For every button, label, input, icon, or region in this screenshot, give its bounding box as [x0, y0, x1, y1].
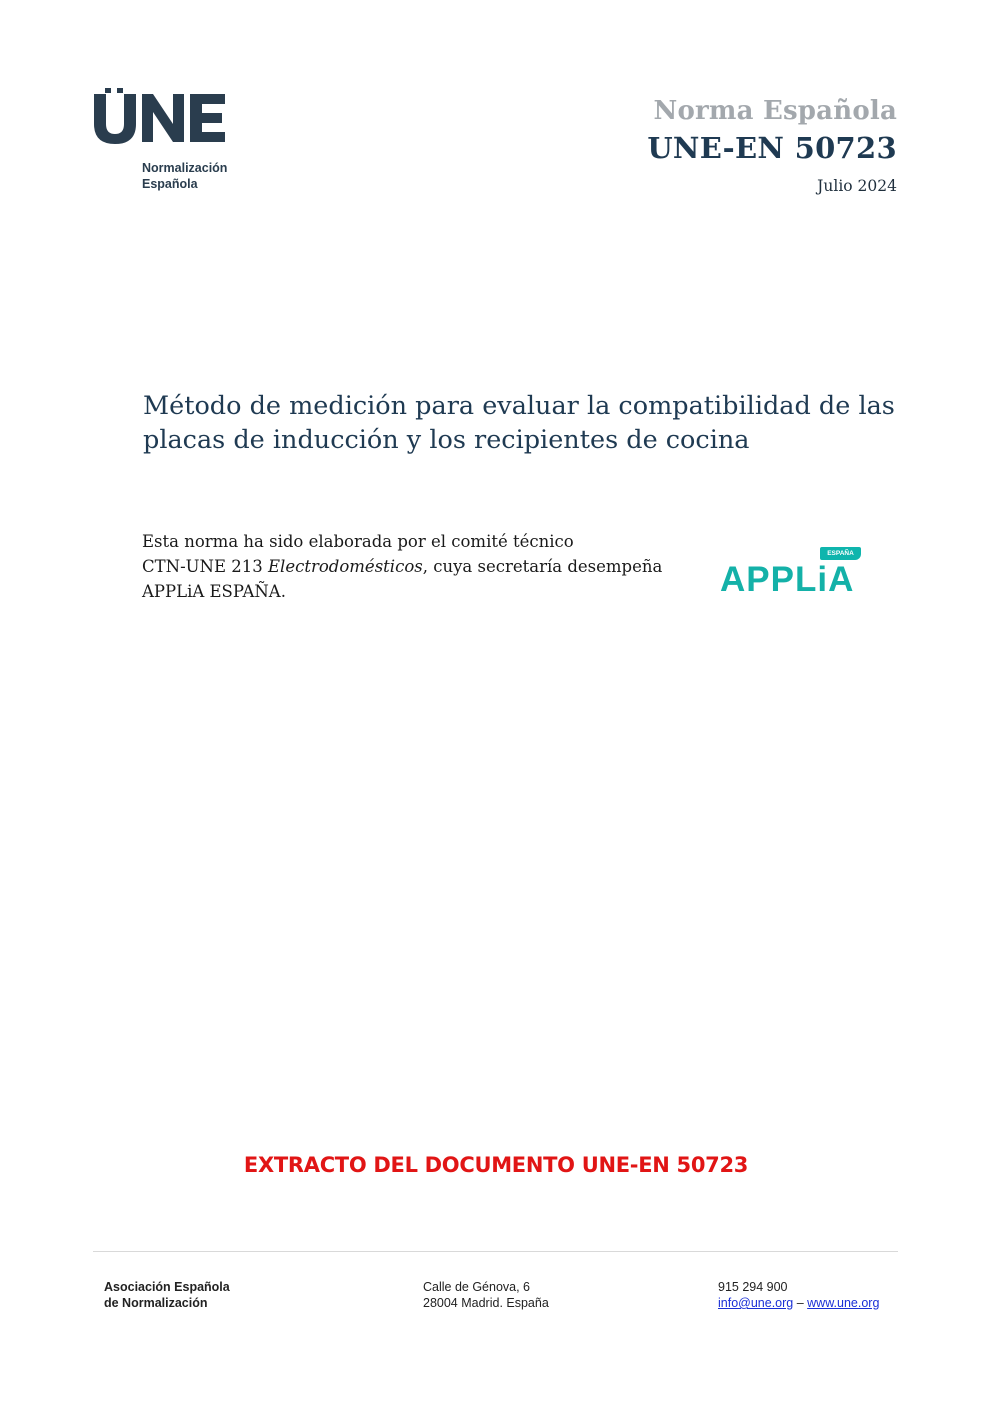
committee-line3: APPLiA ESPAÑA.	[142, 582, 286, 601]
footer-org-line1: Asociación Española	[104, 1280, 230, 1294]
une-wordmark-icon	[92, 88, 242, 148]
footer-address	[423, 1279, 549, 1311]
extract-notice: EXTRACTO DEL DOCUMENTO UNE-EN 50723	[243, 1153, 749, 1177]
applia-wordmark: APPLiA	[720, 560, 855, 599]
norma-label: Norma Española	[653, 96, 897, 126]
committee-line2	[142, 554, 702, 579]
committee-name: Electrodomésticos	[268, 557, 423, 576]
footer-website-link[interactable]: www.une.org	[807, 1296, 880, 1310]
document-title	[143, 389, 903, 457]
document-title-line1: Método de medición para evaluar la compatibilidad de las	[143, 391, 895, 421]
footer-address-line1: Calle de Génova, 6	[423, 1280, 531, 1294]
footer-contact	[718, 1279, 879, 1311]
norma-code: UNE-EN 50723	[647, 131, 897, 165]
footer-organization	[104, 1279, 230, 1311]
applia-logo	[718, 546, 863, 601]
norma-date: Julio 2024	[817, 177, 897, 195]
footer-links	[718, 1295, 879, 1311]
une-logo	[92, 88, 242, 198]
committee-secretariat: , cuya secretaría desempeña	[422, 557, 663, 576]
committee-statement	[142, 529, 702, 604]
logo-subtitle-line2: Española	[142, 177, 198, 191]
document-title-line2: placas de inducción y los recipientes de cocina	[143, 425, 750, 455]
footer-email-link[interactable]: info@une.org	[718, 1296, 794, 1310]
applia-country-tag: ESPAÑA	[820, 547, 861, 560]
committee-line1: Esta norma ha sido elaborada por el comité técnico	[142, 532, 574, 551]
committee-code: CTN-UNE 213	[142, 557, 269, 576]
footer-divider	[93, 1251, 898, 1252]
logo-subtitle-line1: Normalización	[142, 161, 228, 175]
footer-address-line2: 28004 Madrid. España	[423, 1296, 549, 1310]
footer-link-separator: –	[793, 1296, 808, 1310]
footer-org-line2: de Normalización	[104, 1296, 208, 1310]
footer-phone: 915 294 900	[718, 1280, 788, 1294]
